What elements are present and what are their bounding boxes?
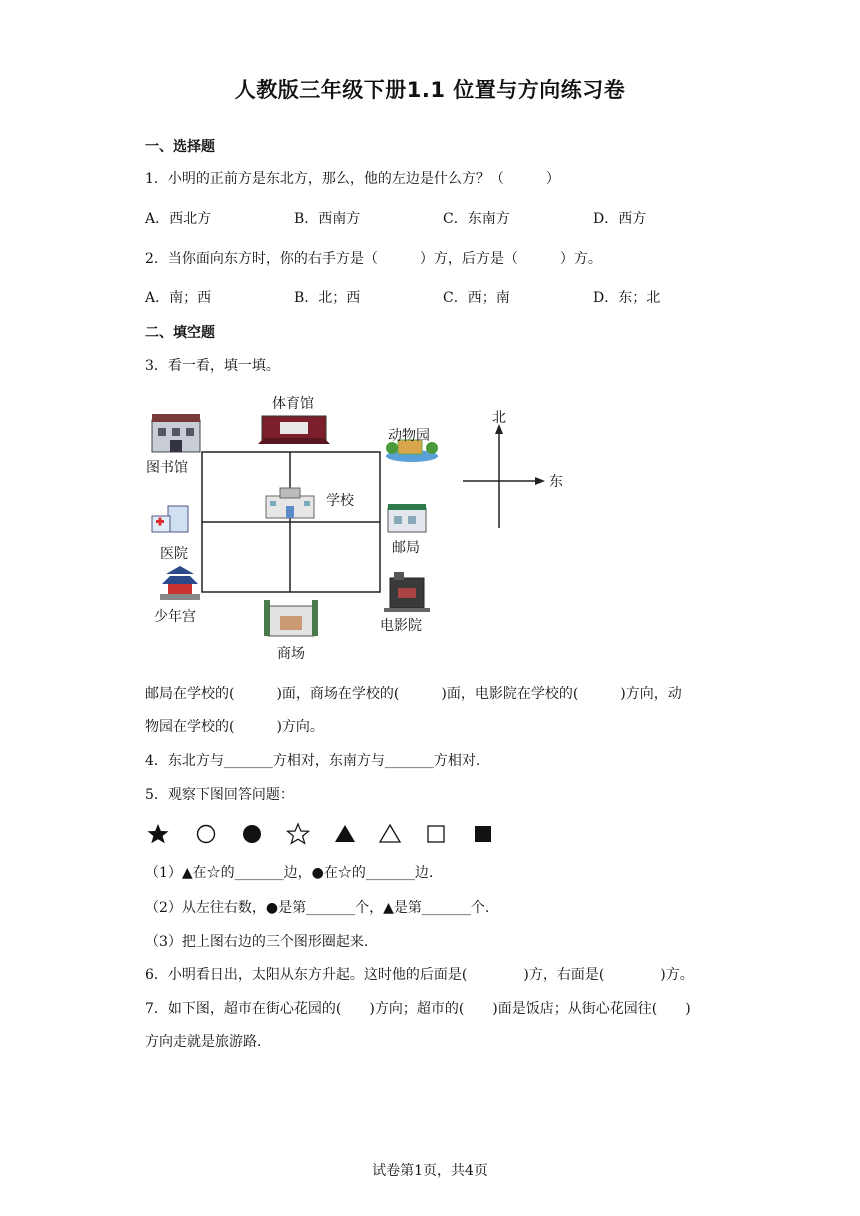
page-title: 人教版三年级下册1.1 位置与方向练习卷 — [234, 78, 626, 102]
q2-option-b: B．北；西 — [294, 290, 361, 306]
question-4: 4．东北方与_______方相对，东南方与_______方相对. — [145, 753, 481, 769]
question-5-sub-3: （3）把上图右边的三个图形圈起来. — [145, 934, 369, 950]
question-3-line-2: 物园在学校的( )方向。 — [145, 719, 324, 735]
q2-option-c: C．西；南 — [443, 290, 510, 306]
hollow-circle-icon — [194, 822, 218, 846]
hospital-icon — [152, 506, 188, 532]
q2-option-a: A．南；西 — [145, 290, 212, 306]
hollow-triangle-icon — [378, 822, 402, 846]
filled-triangle-icon — [333, 822, 357, 846]
label-post-office: 邮局 — [392, 540, 420, 556]
section-heading-fill: 二、填空题 — [145, 325, 215, 341]
question-5: 5．观察下图回答问题： — [145, 787, 294, 803]
section-heading-choice: 一、选择题 — [145, 139, 215, 155]
compass-figure — [455, 408, 575, 534]
label-library: 图书馆 — [146, 460, 188, 476]
question-2: 2．当你面向东方时，你的右手方是（ ）方，后方是（ ）方。 — [145, 251, 602, 267]
question-5-sub-2: （2）从左往右数，●是第_______个，▲是第_______个. — [145, 900, 490, 916]
label-school: 学校 — [326, 493, 354, 509]
q1-option-b: B．西南方 — [294, 211, 361, 227]
east-arrow-icon — [535, 477, 545, 485]
label-youth-palace: 少年宫 — [154, 609, 196, 625]
youth-palace-icon — [160, 566, 200, 600]
hollow-square-icon — [424, 822, 448, 846]
mall-icon — [264, 600, 318, 636]
q1-option-a: A．西北方 — [145, 211, 212, 227]
label-east: 东 — [549, 474, 563, 490]
question-7-line-2: 方向走就是旅游路. — [145, 1034, 262, 1050]
question-1: 1．小明的正前方是东北方，那么，他的左边是什么方？（ ） — [145, 171, 560, 187]
label-hospital: 医院 — [160, 546, 188, 562]
question-6: 6．小明看日出，太阳从东方升起。这时他的后面是( )方，右面是( )方。 — [145, 967, 694, 983]
filled-circle-icon — [240, 822, 264, 846]
label-gym: 体育馆 — [272, 396, 314, 412]
label-north: 北 — [492, 410, 506, 426]
q2-option-d: D．东；北 — [593, 290, 661, 306]
hollow-star-icon — [286, 822, 310, 846]
label-mall: 商场 — [277, 646, 305, 662]
gym-icon — [258, 416, 330, 444]
post-office-icon — [388, 504, 426, 532]
question-7-line-1: 7．如下图，超市在街心花园的( )方向；超市的( )面是饭店；从街心花园往( ) — [145, 1001, 691, 1017]
label-zoo: 动物园 — [388, 428, 430, 444]
label-cinema: 电影院 — [380, 618, 422, 634]
school-icon — [266, 488, 314, 518]
question-3-line-1: 邮局在学校的( )面，商场在学校的( )面，电影院在学校的( )方向，动 — [145, 686, 682, 702]
question-5-sub-1: （1）▲在☆的_______边，●在☆的_______边. — [145, 865, 434, 881]
library-icon — [152, 414, 200, 452]
cinema-icon — [384, 572, 430, 612]
question-3: 3．看一看，填一填。 — [145, 358, 280, 374]
page-footer: 试卷第1页，共4页 — [372, 1163, 488, 1179]
filled-square-icon — [471, 822, 495, 846]
q1-option-d: D．西方 — [593, 211, 647, 227]
q1-option-c: C．东南方 — [443, 211, 510, 227]
filled-star-icon — [146, 822, 170, 846]
